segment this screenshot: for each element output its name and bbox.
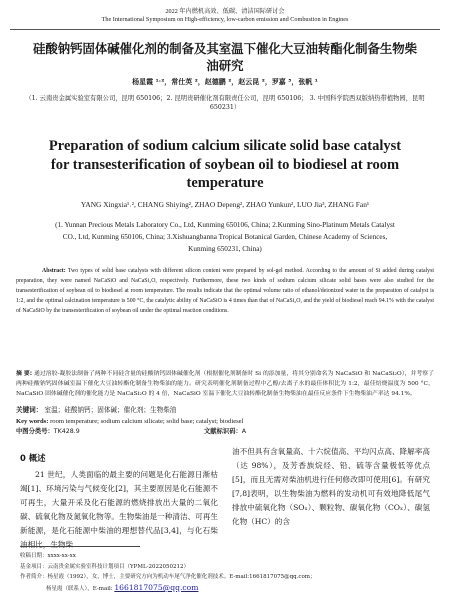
- corresponding-email-link[interactable]: 1661817075@qq.com: [114, 582, 199, 592]
- keywords-chinese: [16, 406, 434, 415]
- footnotes: [20, 551, 440, 594]
- footnote-fund: 基金项目：云南贵金属实验室科技计划项目（YPML-2022050212）: [20, 563, 189, 570]
- doc-code-value: A: [241, 428, 247, 435]
- classification-row: [16, 428, 434, 436]
- conference-header: [0, 8, 450, 24]
- section-heading: 0 概述: [20, 453, 46, 463]
- conference-header-en: The International Symposium on High-efficiency, low-carbon emission and Combustion in Engines: [101, 16, 349, 24]
- footnote-corresponding: [20, 583, 440, 595]
- doc-code-label: 文献标识码：: [204, 428, 242, 435]
- abstract-chinese-label: 摘 要:: [16, 371, 33, 377]
- conference-header-cn: 2022 年内燃机高效、低碳、清洁国际研讨会: [165, 8, 285, 15]
- footnote-received: 收稿日期：xxxx-xx-xx: [20, 553, 76, 559]
- abstract-chinese: [16, 369, 434, 399]
- abstract-english-text: Two types of solid base catalysts with different silicon content were prepared by sol-gel method. According to the amount of Si added during catalyst preparation, they were named NaCaSiO and NaCaSi₂O, respectively. Furthermore, these two kinds of sodium calcium silicate solid bases were also studied for the transesterification of soybean oil to biodiesel at room temperature. The results indicate that the optimal volume ratio of ethanol/deionized water in the preparation of catalyst is 1:2, and the optimal calcination temperature is 500 °C, the catalytic ability of NaCaSiO is 4 times than that of NaCaSi₂O, and the yield of biodiesel reach 94.1% with the catalyst of NaCaSiO by the transesterification of soybean oil under the optimal reaction conditions.: [16, 268, 435, 315]
- keywords-english-label: Key words:: [16, 418, 49, 425]
- abstract-english-label: Abstract:: [42, 268, 66, 274]
- document-code: [204, 428, 246, 436]
- clc-label: 中图分类号：: [16, 428, 54, 435]
- keywords-english-text: room temperature; sodium calcium silicate; solid base; catalyst; biodiesel: [50, 418, 244, 425]
- body-column-left: 21 世纪，人类面临的最主要的问题是化石能源日渐枯竭[1]、环境污染与气候变化[2]，其主要原因是化石能源不可再生，大量开采及化石能源的燃烧排放出大量的二氧化碳、硫氧化物及氮氧化物等。生物柴油是一种清洁、可再生新能源，是化石能源中柴油的理想替代品[3,4]，与化石柴油相比，生物柴: [20, 470, 218, 549]
- keywords-chinese-label: 关键词：: [16, 406, 43, 414]
- title-english: Preparation of sodium calcium silicate solid base catalyst for transesterification of soybean oil to biodiesel at room temperature: [48, 138, 402, 191]
- footnote-divider: [20, 546, 140, 547]
- affiliation-english: (1. Yunnan Precious Metals Laboratory Co., Ltd, Kunming 650106, China; 2.Kunming Sino-Platinum Metals Catalyst CO., Ltd, Kunming 650106, China; 3.Xishuangbanna Tropical Botanical Garden, Chinese Academy of Sciences, Kunming 650231, China): [55, 221, 395, 254]
- corresponding-name: 杨星霞（联系人），E-mail:: [46, 585, 113, 592]
- title-chinese: 硅酸钠钙固体碱催化剂的制备及其室温下催化大豆油转酯化制备生物柴油研究: [32, 41, 418, 73]
- authors-chinese: 杨星霞 ¹˒²，常仕英 ²，赵德鹏 ²，赵云昆 ²，罗嘉 ³，张帆 ¹: [132, 78, 318, 86]
- body-column-right: 油不但具有含氧量高、十六烷值高、平均闪点高、降解率高（达 98%），及芳香族烷烃、铅、硫等含量极低等优点[5]，而且无需对柴油机进行任何修改即可使用[6]。有研究[7,8]表明，以生物柴油为燃料的发动机可有效地降低尾气排放中硫氧化物（SOₓ）、颗粒物、碳氧化物（COₓ）、碳氢化物（HC）的含: [232, 447, 430, 526]
- clc-value: TK428.9: [53, 428, 80, 435]
- keywords-chinese-text: 室温；硅酸钠钙；固体碱；催化剂；生物柴油: [44, 406, 177, 414]
- footnote-author: 作者简介：杨星霞（1992），女，博士，主要研究方向为机动车尾气净化催化剂技术。E-mail:1661817075@qq.com；: [20, 574, 316, 581]
- keywords-english: [16, 417, 434, 426]
- authors-english: YANG Xingxia¹˒², CHANG Shiying², ZHAO Depeng², ZHAO Yunkun², LUO Jia³, ZHANG Fan¹: [80, 200, 370, 209]
- abstract-english: [16, 266, 434, 316]
- header-divider: [10, 29, 440, 30]
- abstract-chinese-text: 通过溶胶-凝胶法制备了两种不同硅含量的硅酸钠钙固体碱催化剂（根据催化剂制备时 Si 的添加量，将其分别命名为 NaCaSiO 和 NaCaSi₂O），并考察了两种硅酸钠钙固体碱室温下催化大豆油转酯化制备生物柴油的能力。研究表明催化剂制备过程中乙醇/去离子水的最佳体积比为 1:2，最佳焙烧温度为 500 °C，NaCaSiO 固体碱催化剂的催化能力是 NaCaSi₂O 的 4 倍，NaCaSiO 室温下催化大豆油转酯化制备生物柴油在最佳反应条件下生物柴油产率达 94.1%。: [16, 371, 435, 397]
- affiliation-chinese: （1. 云南贵金属实验室有限公司，昆明 650106；2. 昆明贵研催化剂有限责任公司，昆明 650106； 3. 中国科学院西双版纳热带植物园，昆明 650231）: [25, 95, 425, 112]
